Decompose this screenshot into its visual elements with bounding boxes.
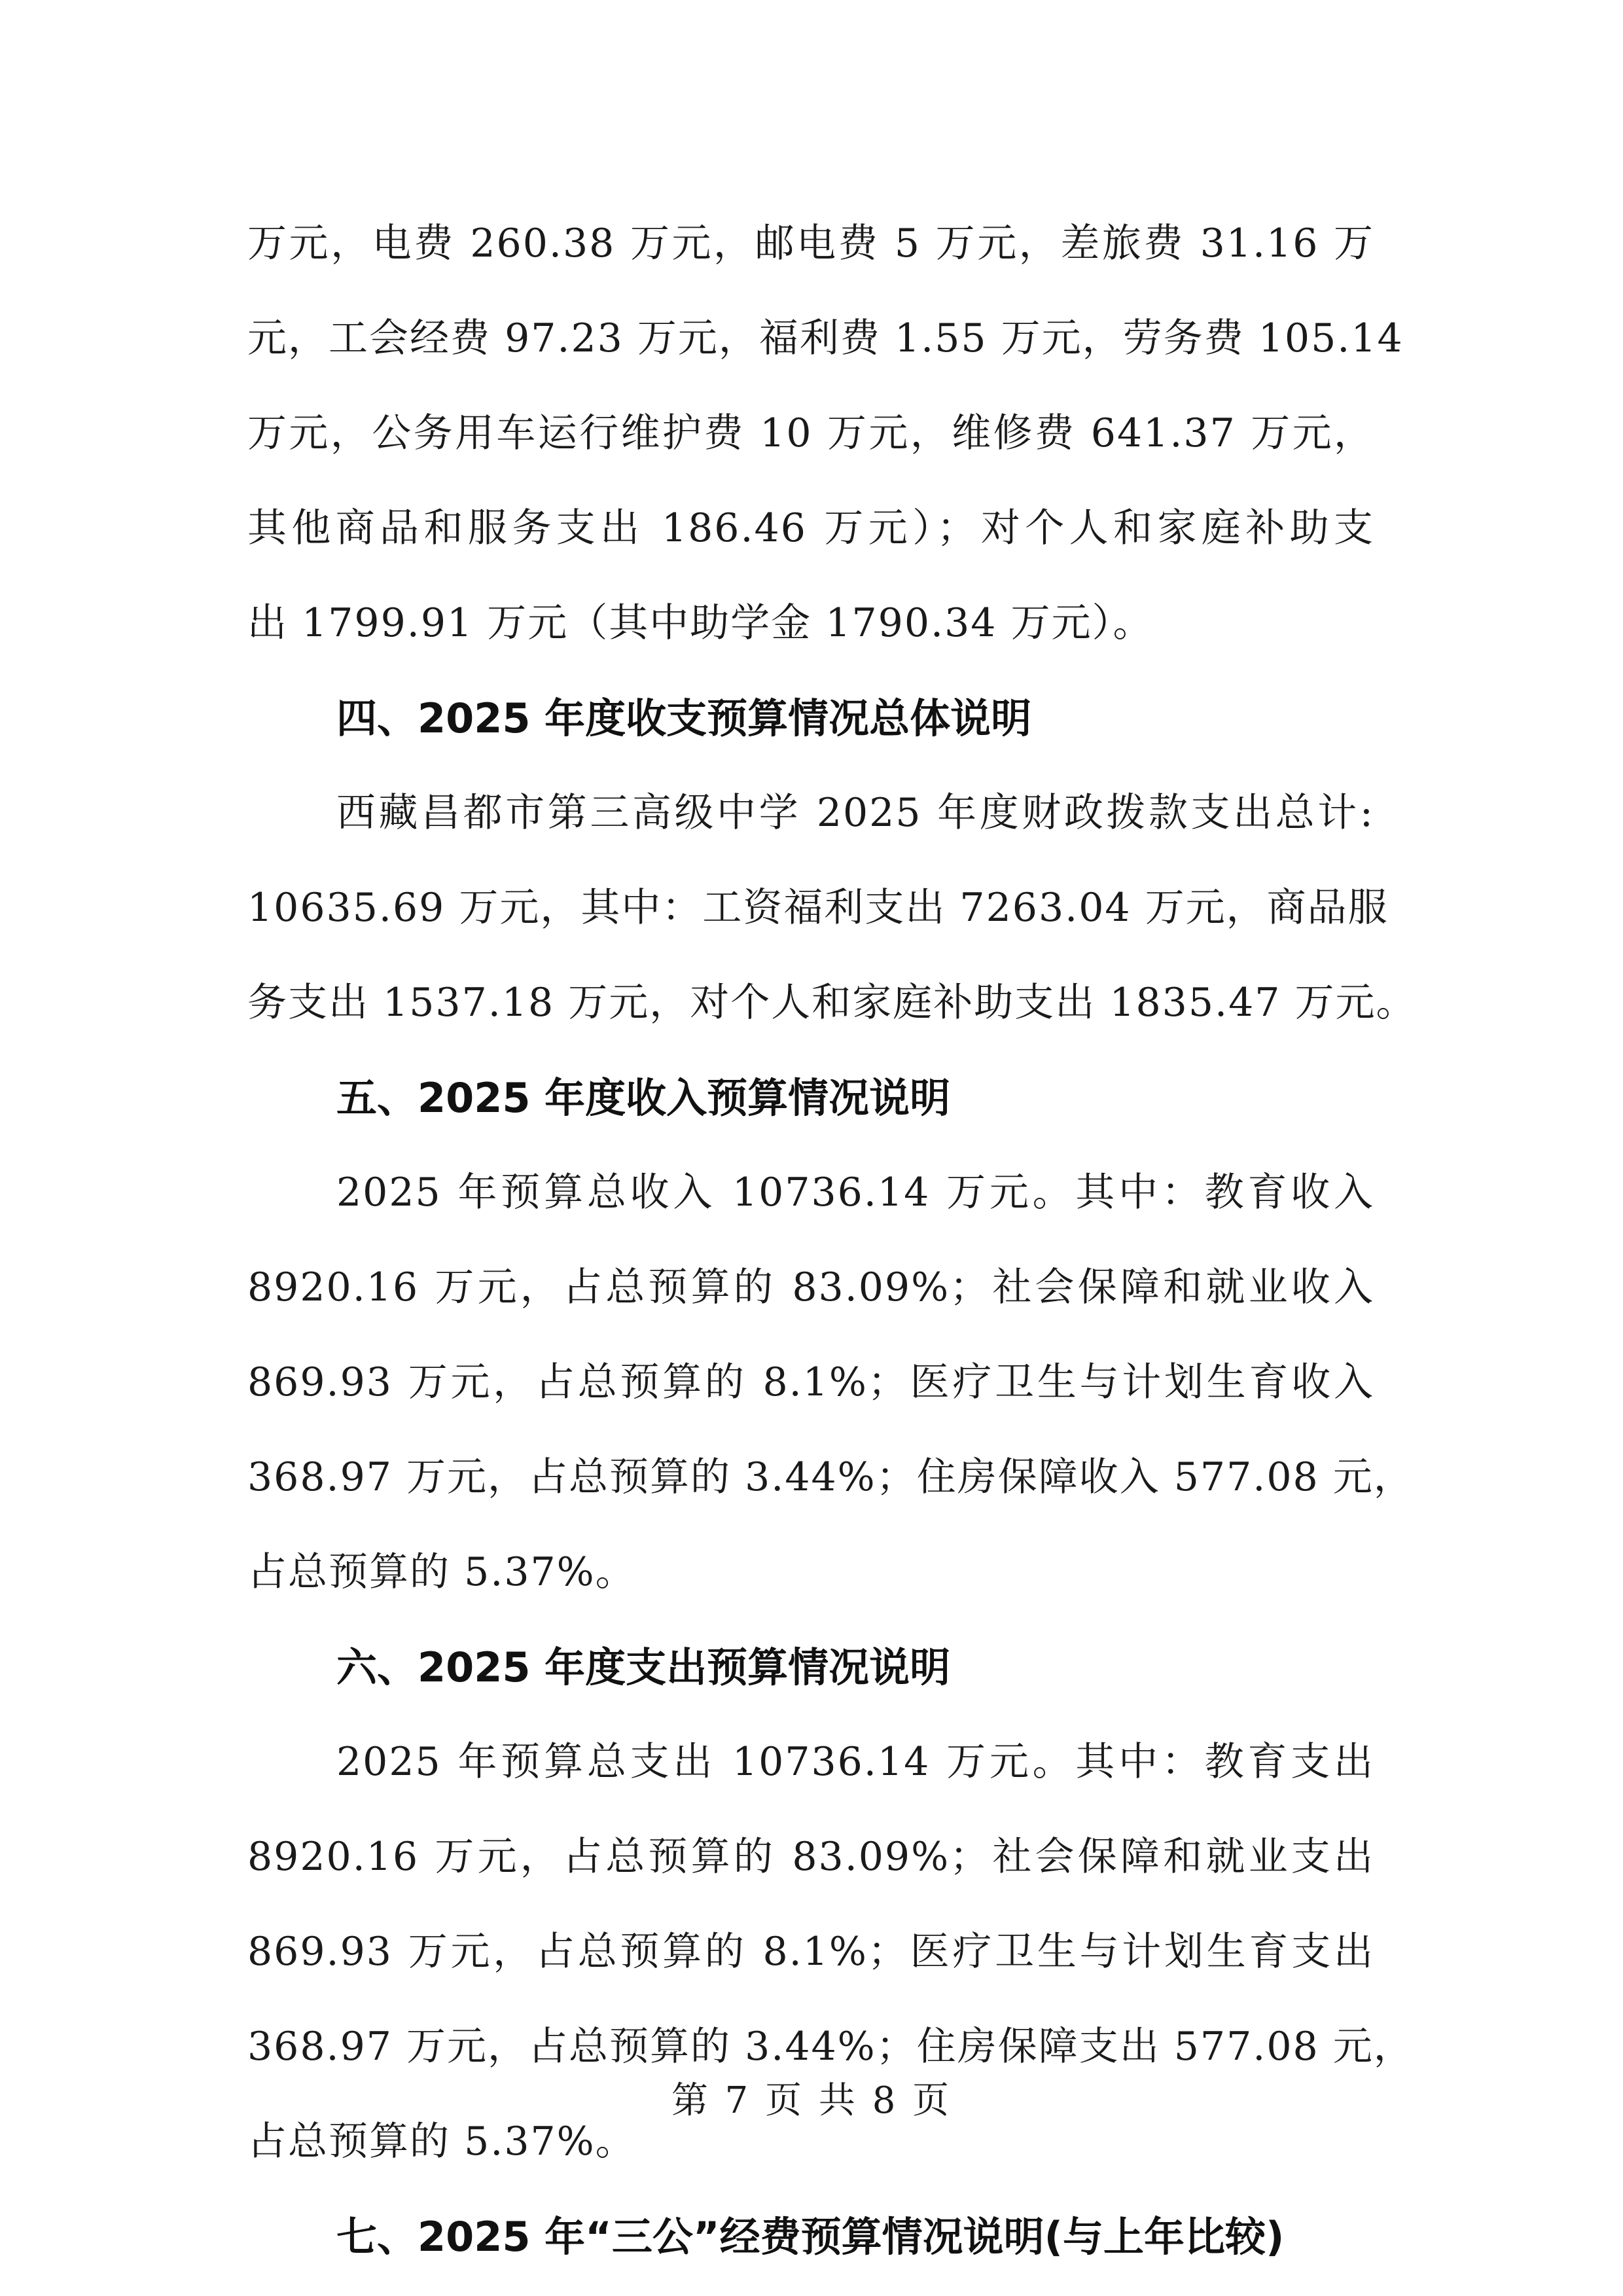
page-content [247, 196, 1417, 2284]
body-line: 万元，公务用车运行维护费 10 万元，维修费 641.37 万元， [247, 410, 1374, 456]
body-line: 西藏昌都市第三高级中学 2025 年度财政拨款支出总计: [336, 790, 1374, 836]
body-line: 10635.69 万元，其中：工资福利支出 7263.04 万元，商品服 [247, 885, 1389, 931]
section-heading-6: 六、2025 年度支出预算情况说明 [336, 1643, 951, 1691]
body-line: 8920.16 万元，占总预算的 83.09%；社会保障和就业支出 [247, 1834, 1374, 1880]
section-4-paragraph [247, 766, 1417, 1050]
section-heading-5: 五、2025 年度收入预算情况说明 [336, 1074, 951, 1122]
section-heading-4: 四、2025 年度收支预算情况总体说明 [336, 694, 1032, 742]
body-line: 2025 年预算总支出 10736.14 万元。其中：教育支出 [336, 1739, 1374, 1785]
page-number-footer: 第 7 页 共 8 页 [671, 2079, 952, 2122]
body-line: 2025 年预算总收入 10736.14 万元。其中：教育收入 [336, 1170, 1374, 1215]
body-line: 368.97 万元，占总预算的 3.44%；住房保障收入 577.08 元， [247, 1454, 1414, 1500]
body-line: 占总预算的 5.37%。 [247, 1549, 636, 1595]
body-line: 万元，电费 260.38 万元，邮电费 5 万元，差旅费 31.16 万 [247, 221, 1374, 266]
section-heading-7: 七、2025 年“三公”经费预算情况说明(与上年比较) [336, 2213, 1285, 2261]
body-line: 务支出 1537.18 万元，对个人和家庭补助支出 1835.47 万元。 [247, 980, 1417, 1026]
body-line: 368.97 万元，占总预算的 3.44%；住房保障支出 577.08 元， [247, 2024, 1414, 2070]
body-line: 其他商品和服务支出 186.46 万元）；对个人和家庭补助支 [247, 505, 1374, 551]
body-line: 占总预算的 5.37%。 [247, 2119, 636, 2164]
section-5-paragraph [247, 1145, 1414, 1620]
body-line: 869.93 万元，占总预算的 8.1%；医疗卫生与计划生育收入 [247, 1359, 1374, 1405]
body-line: 元，工会经费 97.23 万元，福利费 1.55 万元，劳务费 105.14 [247, 315, 1404, 361]
body-line: 8920.16 万元，占总预算的 83.09%；社会保障和就业收入 [247, 1265, 1374, 1310]
body-line: 869.93 万元，占总预算的 8.1%；医疗卫生与计划生育支出 [247, 1929, 1374, 1975]
continued-paragraph [247, 196, 1404, 671]
body-line: 出 1799.91 万元（其中助学金 1790.34 万元）。 [247, 600, 1154, 646]
